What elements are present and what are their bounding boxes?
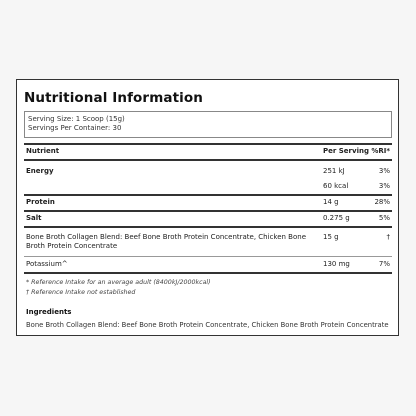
table-divider — [24, 210, 392, 212]
table-divider — [24, 143, 392, 145]
nutrient-name: Protein — [26, 198, 55, 206]
nutrient-ri: 28% — [374, 198, 390, 206]
table-divider — [24, 272, 392, 274]
nutrition-card — [16, 79, 399, 336]
nutrient-name: Bone Broth Collagen Blend: Beef Bone Broth Protein Concentrate, Chicken Bone Broth Protein Concentrate — [26, 233, 307, 250]
ingredients-text: Bone Broth Collagen Blend: Beef Bone Broth Protein Concentrate, Chicken Bone Broth Protein Concentrate — [26, 321, 389, 329]
ingredients-title: Ingredients — [26, 308, 72, 316]
nutrient-ri: 7% — [378, 260, 390, 268]
header-nutrient: Nutrient — [26, 147, 60, 155]
header-per-serving: Per Serving — [323, 147, 369, 155]
nutrient-name: Potassium^ — [26, 260, 68, 268]
nutrient-value: 130 mg — [323, 260, 350, 268]
table-divider — [24, 226, 392, 228]
serving-size: Serving Size: 1 Scoop (15g) — [28, 115, 125, 123]
nutrient-value: 0.275 g — [323, 214, 350, 222]
nutrient-ri: † — [386, 233, 390, 241]
dagger-footnote: † Reference Intake not established — [26, 289, 136, 296]
header-ri: %RI* — [371, 147, 390, 155]
table-divider — [24, 194, 392, 196]
nutrient-ri: 3% — [378, 182, 390, 190]
ri-footnote: * Reference Intake for an average adult (8400kJ/2000kcal) — [26, 279, 211, 286]
table-divider — [24, 256, 392, 257]
nutrient-value: 60 kcal — [323, 182, 349, 190]
nutrient-value: 251 kJ — [323, 167, 345, 175]
nutrient-name: Salt — [26, 214, 42, 222]
servings-per-container: Servings Per Container: 30 — [28, 124, 122, 132]
serving-info-box — [24, 111, 392, 138]
nutrient-name: Energy — [26, 167, 54, 175]
table-divider — [24, 159, 392, 161]
page-title: Nutritional Information — [24, 90, 203, 106]
nutrient-ri: 5% — [378, 214, 390, 222]
nutrient-value: 14 g — [323, 198, 339, 206]
nutrient-value: 15 g — [323, 233, 339, 241]
nutrient-ri: 3% — [378, 167, 390, 175]
